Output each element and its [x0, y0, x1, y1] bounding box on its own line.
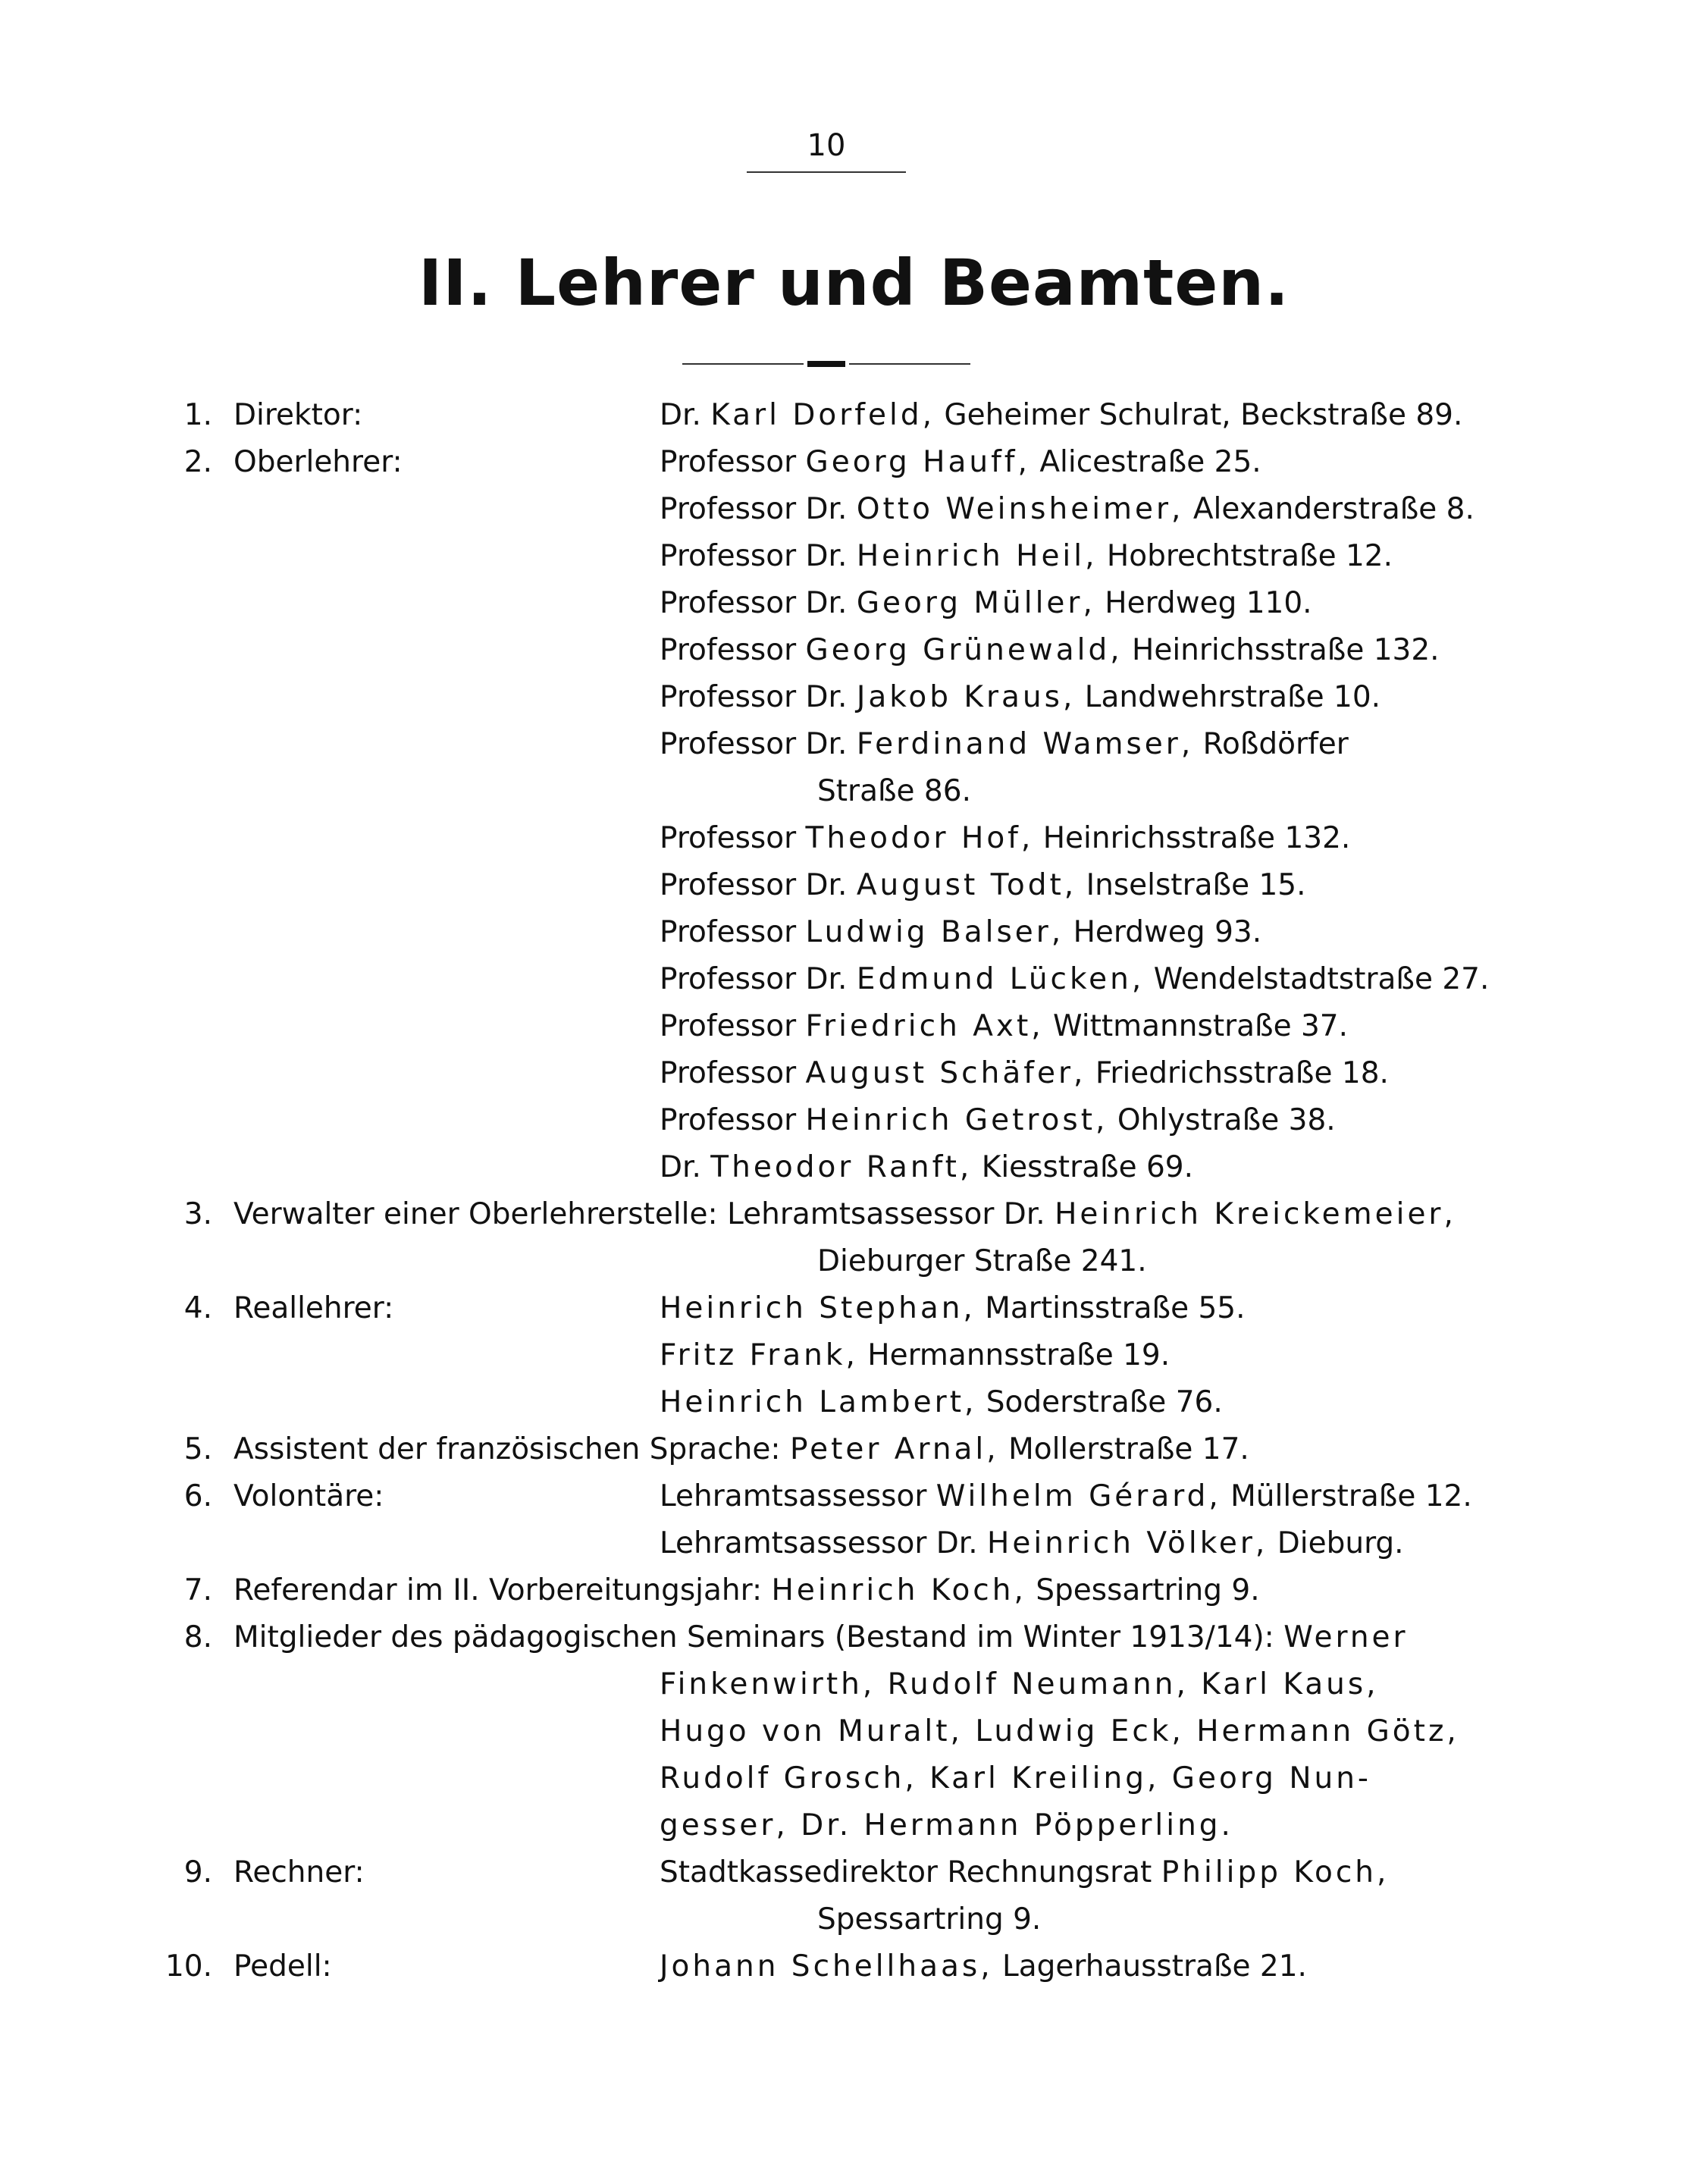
item-label: Assistent der französischen Sprache:	[233, 1432, 781, 1466]
list-item	[0, 580, 1708, 627]
item-number: 6.	[183, 1479, 212, 1513]
person-name: Wilhelm Gérard,	[935, 1479, 1221, 1513]
person-name: Edmund Lücken,	[856, 962, 1145, 996]
item-label: Mitglieder des pädagogischen Seminars (Bestand im Winter 1913/14):	[233, 1620, 1274, 1654]
person-name: Friedrich Axt,	[805, 1009, 1044, 1043]
person-address: Alicestraße 25.	[1039, 445, 1261, 479]
person-address: Dieburger Straße 241.	[817, 1244, 1147, 1278]
person-title: Professor Dr.	[660, 962, 848, 996]
list-item	[0, 533, 1708, 580]
item-number: 2.	[183, 445, 212, 479]
seminar-names: Hugo von Muralt, Ludwig Eck, Hermann Götz,	[660, 1714, 1459, 1748]
person-name: Werner	[1283, 1620, 1409, 1654]
person-address: Friedrichsstraße 18.	[1095, 1056, 1389, 1090]
list-item-continuation	[0, 768, 1708, 815]
person-title: Dr.	[660, 398, 701, 432]
person-address: Hermannsstraße 19.	[867, 1338, 1171, 1372]
person-name: Theodor Ranft,	[710, 1150, 973, 1184]
person-title: Professor Dr.	[660, 586, 848, 620]
item-number: 7.	[183, 1573, 212, 1607]
person-name: Peter Arnal,	[789, 1432, 999, 1466]
person-title: Professor Dr.	[660, 727, 848, 761]
person-address: Herdweg 93.	[1073, 915, 1262, 949]
item-label: Oberlehrer:	[233, 445, 403, 479]
person-name: Heinrich Koch,	[771, 1573, 1026, 1607]
person-address: Kiesstraße 69.	[981, 1150, 1193, 1184]
list-item	[0, 627, 1708, 674]
person-title: Professor	[660, 445, 797, 479]
person-address: Geheimer Schulrat, Beckstraße 89.	[944, 398, 1463, 432]
person-name: Heinrich Völker,	[987, 1526, 1268, 1560]
list-item	[0, 392, 1708, 439]
list-item	[0, 1144, 1708, 1191]
person-title: Professor Dr.	[660, 492, 848, 526]
page-title: II. Lehrer und Beamten.	[418, 246, 1290, 320]
list-item	[0, 862, 1708, 909]
list-item	[0, 1003, 1708, 1050]
person-title: Professor	[660, 1056, 797, 1090]
person-address: Wendelstadtstraße 27.	[1153, 962, 1490, 996]
list-item	[0, 1426, 1708, 1473]
list-item	[0, 439, 1708, 486]
item-label: Referendar im II. Vorbereitungsjahr:	[233, 1573, 763, 1607]
list-item	[0, 1097, 1708, 1144]
list-item	[0, 909, 1708, 956]
person-title: Lehramtsassessor Dr.	[727, 1197, 1045, 1231]
person-name: Karl Dorfeld,	[710, 398, 935, 432]
person-name: Georg Grünewald,	[805, 633, 1123, 667]
seminar-names: Finkenwirth, Rudolf Neumann, Karl Kaus,	[660, 1667, 1379, 1701]
item-number: 5.	[183, 1432, 212, 1466]
list-item	[0, 486, 1708, 533]
person-address: Heinrichsstraße 132.	[1132, 633, 1440, 667]
person-name: Theodor Hof,	[805, 821, 1034, 855]
seminar-names: gesser, Dr. Hermann Pöpperling.	[660, 1808, 1233, 1842]
item-label: Rechner:	[233, 1855, 365, 1889]
person-title: Lehramtsassessor	[660, 1479, 927, 1513]
person-address: Dieburg.	[1277, 1526, 1404, 1560]
item-label: Direktor:	[233, 398, 363, 432]
list-item-continuation	[0, 1755, 1708, 1802]
list-item	[0, 956, 1708, 1003]
item-label: Pedell:	[233, 1949, 332, 1984]
item-number: 10.	[165, 1949, 212, 1984]
list-item	[0, 1191, 1708, 1238]
person-title: Dr.	[660, 1150, 701, 1184]
person-address: Soderstraße 76.	[986, 1385, 1223, 1419]
person-address: Martinsstraße 55.	[985, 1291, 1246, 1325]
person-title: Professor Dr.	[660, 868, 848, 902]
person-name: August Todt,	[856, 868, 1077, 902]
person-address: Heinrichsstraße 132.	[1042, 821, 1351, 855]
person-title: Professor	[660, 633, 797, 667]
list-item-continuation	[0, 1802, 1708, 1849]
person-address: Spessartring 9.	[1036, 1573, 1260, 1607]
list-item	[0, 674, 1708, 721]
page-number-rule	[747, 171, 906, 173]
item-label: Volontäre:	[233, 1479, 384, 1513]
person-name: Philipp Koch,	[1161, 1855, 1390, 1889]
person-name: Heinrich Kreickemeier,	[1055, 1197, 1456, 1231]
seminar-names: Rudolf Grosch, Karl Kreiling, Georg Nun-	[660, 1761, 1372, 1795]
item-number: 4.	[183, 1291, 212, 1325]
item-number: 9.	[183, 1855, 212, 1889]
list-item	[0, 1567, 1708, 1614]
person-name: August Schäfer,	[805, 1056, 1086, 1090]
item-label: Reallehrer:	[233, 1291, 394, 1325]
item-label: Verwalter einer Oberlehrerstelle:	[233, 1197, 718, 1231]
list-item	[0, 1050, 1708, 1097]
person-name: Georg Hauff,	[805, 445, 1030, 479]
person-name: Ferdinand Wamser,	[856, 727, 1194, 761]
list-item	[0, 1849, 1708, 1896]
person-address: Landwehrstraße 10.	[1084, 680, 1381, 714]
person-title: Professor	[660, 821, 797, 855]
list-item	[0, 1285, 1708, 1332]
list-item	[0, 1943, 1708, 1990]
title-ornament	[682, 359, 970, 368]
person-name: Otto Weinsheimer,	[856, 492, 1184, 526]
person-name: Heinrich Lambert,	[660, 1385, 977, 1419]
item-number: 1.	[183, 398, 212, 432]
person-address: Spessartring 9.	[817, 1902, 1042, 1937]
person-name: Heinrich Getrost,	[805, 1103, 1108, 1137]
person-address: Hobrechtstraße 12.	[1106, 539, 1393, 573]
person-address: Alexanderstraße 8.	[1192, 492, 1475, 526]
list-item	[0, 1379, 1708, 1426]
person-name: Jakob Kraus,	[856, 680, 1076, 714]
staff-list	[0, 392, 1708, 1990]
person-name: Heinrich Heil,	[856, 539, 1098, 573]
person-address: Wittmannstraße 37.	[1053, 1009, 1349, 1043]
person-name: Johann Schellhaas,	[660, 1949, 993, 1984]
person-name: Georg Müller,	[856, 586, 1095, 620]
person-title: Professor Dr.	[660, 539, 848, 573]
person-name: Ludwig Balser,	[805, 915, 1064, 949]
list-item	[0, 1473, 1708, 1520]
list-item-continuation	[0, 1708, 1708, 1755]
list-item-continuation	[0, 1238, 1708, 1285]
item-number: 3.	[183, 1197, 212, 1231]
person-address: Inselstraße 15.	[1086, 868, 1306, 902]
person-title: Professor	[660, 1103, 797, 1137]
person-title: Lehramtsassessor Dr.	[660, 1526, 978, 1560]
person-name: Fritz Frank,	[660, 1338, 858, 1372]
list-item	[0, 1520, 1708, 1567]
person-title: Professor	[660, 915, 797, 949]
person-name: Heinrich Stephan,	[660, 1291, 976, 1325]
person-address: Müllerstraße 12.	[1230, 1479, 1472, 1513]
person-address: Ohlystraße 38.	[1117, 1103, 1336, 1137]
item-number: 8.	[183, 1620, 212, 1654]
list-item	[0, 721, 1708, 768]
list-item	[0, 1614, 1708, 1661]
list-item	[0, 815, 1708, 862]
person-address: Straße 86.	[817, 774, 971, 808]
list-item-continuation	[0, 1896, 1708, 1943]
person-title: Professor	[660, 1009, 797, 1043]
person-address: Roßdörfer	[1202, 727, 1349, 761]
person-title: Professor Dr.	[660, 680, 848, 714]
list-item	[0, 1332, 1708, 1379]
person-address: Mollerstraße 17.	[1008, 1432, 1249, 1466]
person-address: Lagerhausstraße 21.	[1002, 1949, 1307, 1984]
list-item-continuation	[0, 1661, 1708, 1708]
person-address: Herdweg 110.	[1105, 586, 1312, 620]
page-number: 10	[807, 128, 846, 163]
person-title: Stadtkassedirektor Rechnungsrat	[660, 1855, 1152, 1889]
